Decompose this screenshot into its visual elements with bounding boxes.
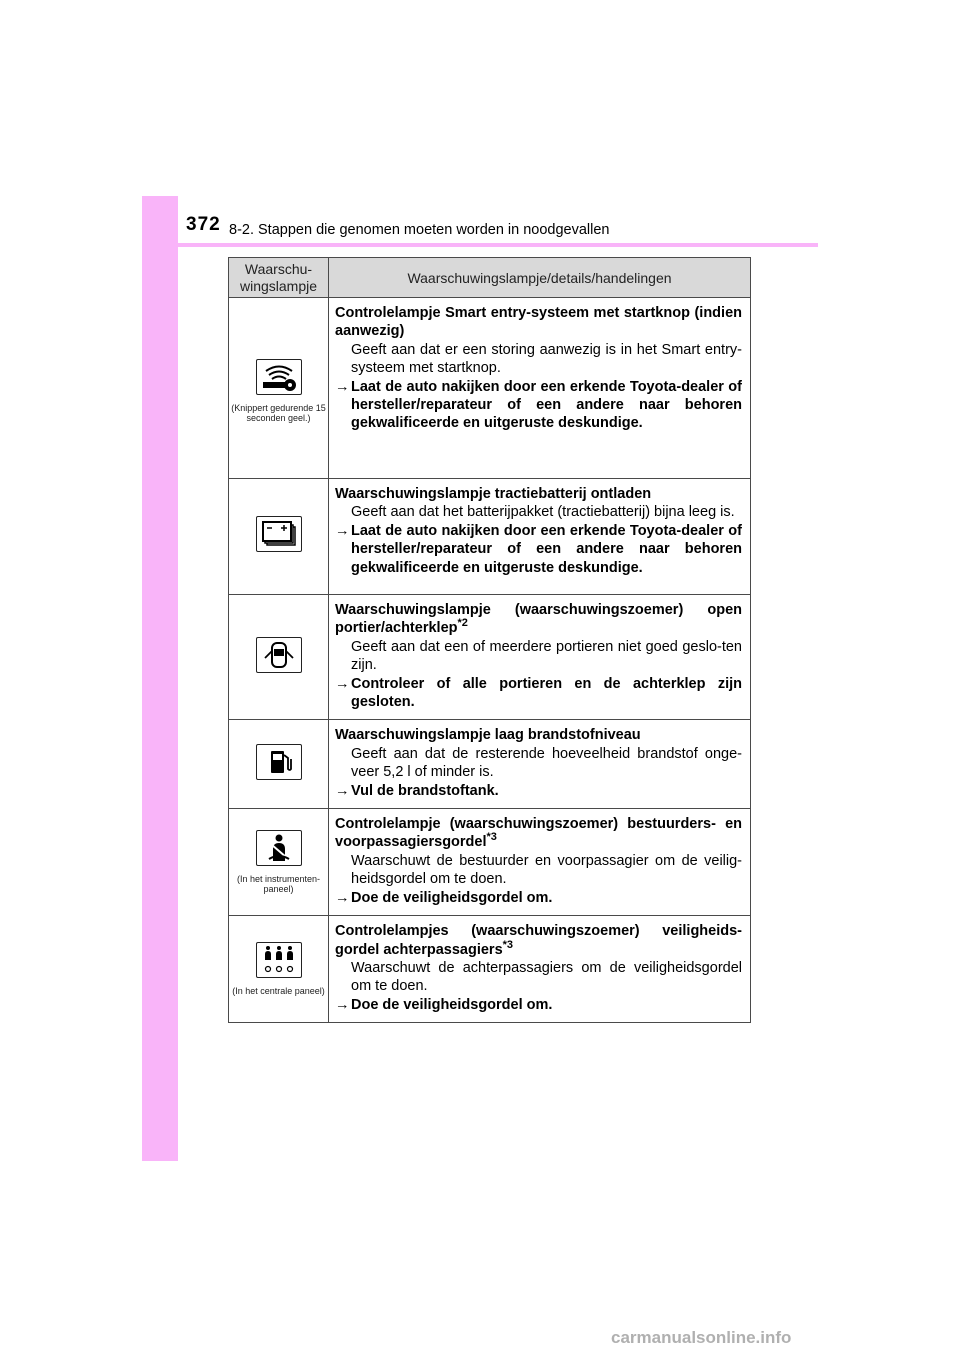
lamp-action: → Doe de veiligheidsgordel om.	[335, 996, 553, 1013]
icon-cell	[229, 479, 329, 595]
lamp-description: Geeft aan dat de resterende hoeveelheid brandstof onge-veer 5,2 l of minder is.	[351, 745, 742, 781]
warning-lights-table	[228, 257, 751, 1023]
seatbelt-icon	[256, 830, 302, 866]
icon-caption: (In het instrumenten-paneel)	[236, 874, 321, 895]
lamp-title: Controlelampje Smart entry-systeem met startknop (indien aanwezig)	[335, 305, 742, 340]
lamp-action: → Doe de veiligheidsgordel om.	[335, 889, 553, 906]
smart-key-icon	[256, 359, 302, 395]
details-cell	[329, 479, 751, 595]
section-title: 8-2. Stappen die genomen moeten worden in noodgevallen	[229, 222, 610, 238]
lamp-title: Waarschuwingslampje tractiebatterij ontladen	[335, 486, 652, 502]
table-row	[229, 298, 751, 479]
details-cell	[329, 720, 751, 809]
details-cell	[329, 916, 751, 1023]
arrow-right-icon: →	[335, 782, 350, 799]
lamp-action: → Controleer of alle portieren en de achterklep zijn gesloten.	[335, 675, 742, 711]
table-row	[229, 720, 751, 809]
lamp-description: Waarschuwt de achterpassagiers om de veiligheidsgordel om te doen.	[351, 959, 742, 995]
page-number: 372	[186, 214, 221, 235]
arrow-right-icon: →	[335, 378, 350, 395]
rear-seatbelts-icon	[256, 942, 302, 978]
icon-cell	[229, 298, 329, 479]
lamp-description: Geeft aan dat er een storing aanwezig is in het Smart entry-systeem met startknop.	[351, 341, 742, 377]
table-row	[229, 809, 751, 916]
footnote-marker: *2	[457, 617, 468, 630]
table-row	[229, 479, 751, 595]
icon-cell	[229, 595, 329, 720]
icon-caption: (Knippert gedurende 15 seconden geel.)	[231, 403, 326, 423]
arrow-right-icon: →	[335, 522, 350, 539]
icon-cell	[229, 809, 329, 916]
chapter-sidebar-tab	[142, 196, 178, 1161]
details-cell	[329, 298, 751, 479]
footnote-marker: *3	[486, 831, 497, 844]
table-row	[229, 916, 751, 1023]
lamp-action: → Vul de brandstoftank.	[335, 782, 499, 799]
table-row	[229, 595, 751, 720]
lamp-title: Controlelampjes (waarschuwingszoemer) veiligheids-gordel achterpassagiers$^{*3}$	[335, 923, 742, 958]
footnote-marker: *3	[502, 938, 514, 951]
details-cell	[329, 595, 751, 720]
arrow-right-icon: →	[335, 675, 350, 692]
header-rule	[142, 243, 818, 247]
lamp-description: Geeft aan dat het batterijpakket (tractiebatterij) bijna leeg is.	[351, 504, 735, 521]
fuel-pump-icon	[256, 744, 302, 780]
lamp-title: Controlelampje (waarschuwingszoemer) bestuurders- en voorpassagiersgordel$^{*3}$	[335, 816, 742, 851]
watermark: carmanualsonline.info	[611, 1328, 792, 1347]
column-header-details: Waarschuwingslampje/details/handelingen	[329, 258, 751, 298]
lamp-title: Waarschuwingslampje laag brandstofniveau	[335, 727, 641, 744]
table-header-row	[229, 258, 751, 298]
column-header-lamp: Waarschu- wingslampje	[229, 258, 329, 298]
icon-cell	[229, 720, 329, 809]
lamp-title: Waarschuwingslampje (waarschuwingszoemer) open portier/achterklep$^{*2}$	[335, 602, 742, 637]
arrow-right-icon: →	[335, 889, 350, 906]
traction-battery-icon	[256, 516, 302, 552]
icon-caption: (In het centrale paneel)	[232, 986, 325, 997]
icon-cell	[229, 916, 329, 1023]
open-door-icon	[256, 637, 302, 673]
lamp-description: Waarschuwt de bestuurder en voorpassagier om de veilig-heidsgordel om te doen.	[351, 852, 742, 888]
details-cell	[329, 809, 751, 916]
lamp-action: → Laat de auto nakijken door een erkende Toyota-dealer of hersteller/reparateur of een andere naar behoren gekwalificeerde en uitgeruste deskundige.	[335, 522, 742, 576]
lamp-description: Geeft aan dat een of meerdere portieren niet goed geslo-ten zijn.	[351, 638, 742, 674]
arrow-right-icon: →	[335, 996, 350, 1013]
lamp-action: → Laat de auto nakijken door een erkende Toyota-dealer of hersteller/reparateur of een andere naar behoren gekwalificeerde en uitgeruste deskundige.	[335, 378, 742, 432]
